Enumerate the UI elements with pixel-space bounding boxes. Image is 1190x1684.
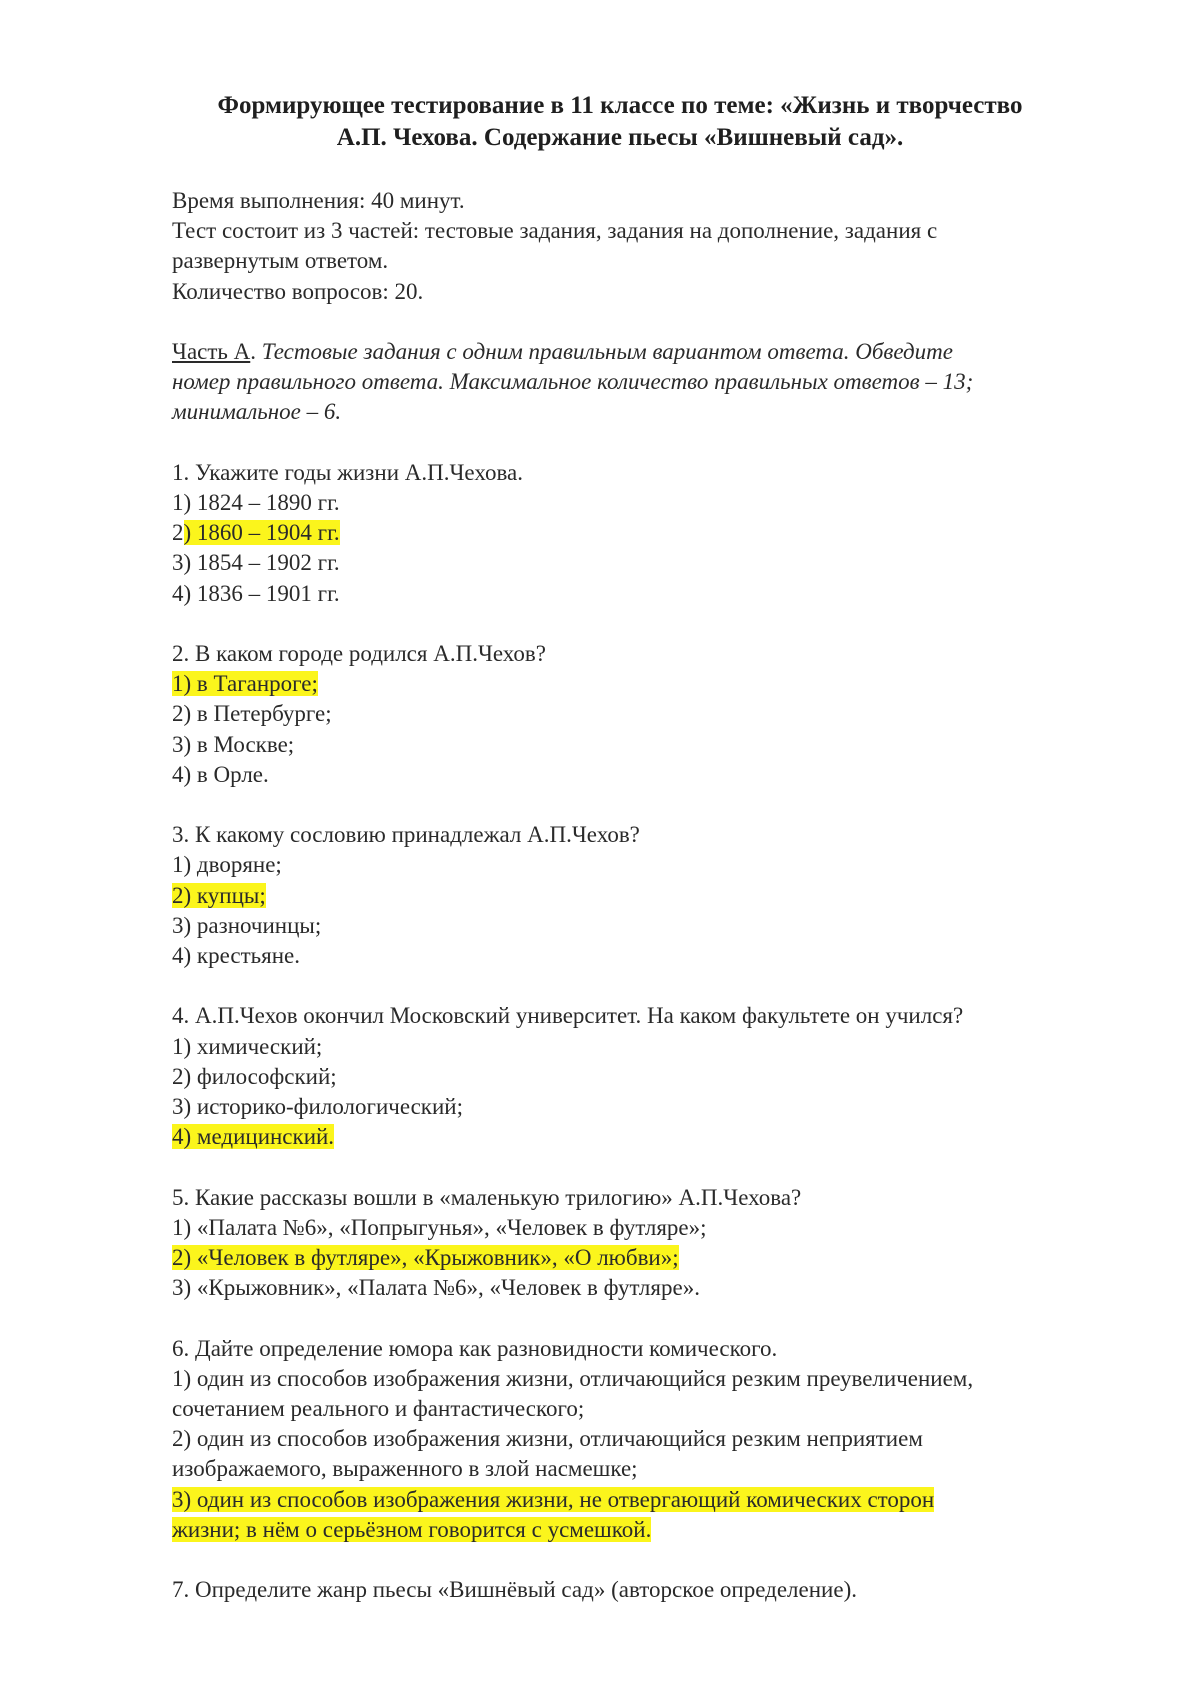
answer-option: 4) 1836 – 1901 гг. [172,580,340,606]
answer-option-continued: сочетанием реального и фантастического; [172,1396,585,1422]
answer-option: 1) «Палата №6», «Попрыгунья», «Человек в футляре»; [172,1214,707,1240]
answer-option: 4) в Орле. [172,761,269,787]
answer-number: 2 [172,520,184,546]
answer-option-correct-continued: жизни; в нём о серьёзном говорится с усмешкой. [172,1516,652,1542]
document-title [150,90,1090,154]
title-line-2: А.П. Чехова. Содержание пьесы «Вишневый сад». [336,124,904,151]
answer-option: 4) крестьяне. [172,943,300,969]
answer-option: 3) в Москве; [172,731,295,757]
part-a-desc-2: номер правильного ответа. Максимальное количество правильных ответов – 13; [172,369,974,395]
answer-option: 3) 1854 – 1902 гг. [172,550,340,576]
question-1 [172,458,1102,609]
intro-time: Время выполнения: 40 минут. [172,188,465,213]
answer-option: 2) в Петербурге; [172,701,332,727]
question-6 [172,1334,1102,1545]
answer-option: 3) «Крыжовник», «Палата №6», «Человек в футляре». [172,1275,700,1301]
question-text: 6. Дайте определение юмора как разновидности комического. [172,1335,778,1361]
part-a-desc-3: минимальное – 6. [172,399,342,425]
part-a-description [172,337,1102,428]
document-body [172,186,1102,1605]
question-text: 2. В каком городе родился А.П.Чехов? [172,641,546,666]
answer-option: 2) философский; [172,1063,337,1089]
question-2 [172,639,1102,790]
answer-option-continued: изображаемого, выраженного в злой насмешке; [172,1456,638,1482]
answer-option: 3) историко-филологический; [172,1094,463,1120]
answer-option-correct: 2) купцы; [172,882,266,908]
answer-highlighted: ) 1860 – 1904 гг. [183,520,340,546]
question-4 [172,1001,1102,1152]
question-text: 5. Какие рассказы вошли в «маленькую трилогию» А.П.Чехова? [172,1184,802,1210]
answer-option: 1) один из способов изображения жизни, отличающийся резким преувеличением, [172,1365,974,1391]
question-text: 4. А.П.Чехов окончил Московский университет. На каком факультете он учился? [172,1003,964,1029]
intro-structure-line-1: Тест состоит из 3 частей: тестовые задания, задания на дополнение, задания с [172,218,938,244]
question-text: 3. К какому сословию принадлежал А.П.Чехов? [172,822,640,848]
answer-option: 1) 1824 – 1890 гг. [172,490,340,515]
part-a-desc-1: Тестовые задания с одним правильным вариантом ответа. Обведите [261,339,953,364]
answer-option: 2) один из способов изображения жизни, отличающийся резким неприятием [172,1426,923,1452]
answer-option-correct: 2) «Человек в футляре», «Крыжовник», «О любви»; [172,1245,679,1271]
intro-structure-line-2: развернутым ответом. [172,248,389,274]
answer-option: 1) дворяне; [172,852,282,878]
answer-option-correct: 1) в Таганроге; [172,671,318,697]
question-text: 7. Определите жанр пьесы «Вишнёвый сад» (авторское определение). [172,1577,857,1603]
answer-option-correct: 4) медицинский. [172,1124,335,1150]
answer-option: 3) разночинцы; [172,912,322,938]
intro-section [172,186,1102,307]
question-3 [172,820,1102,971]
part-a-label: Часть А [172,339,251,364]
answer-option: 1) химический; [172,1033,323,1059]
title-line-1: Формирующее тестирование в 11 классе по теме: «Жизнь и творчество [217,92,1023,119]
part-a-dot: . [250,339,262,364]
question-5 [172,1183,1102,1304]
answer-option-correct [172,518,1102,548]
question-7 [172,1575,1102,1605]
intro-count: Количество вопросов: 20. [172,278,424,304]
question-text: 1. Укажите годы жизни А.П.Чехова. [172,459,523,485]
answer-option-correct: 3) один из способов изображения жизни, не отвергающий комических сторон [172,1486,935,1512]
